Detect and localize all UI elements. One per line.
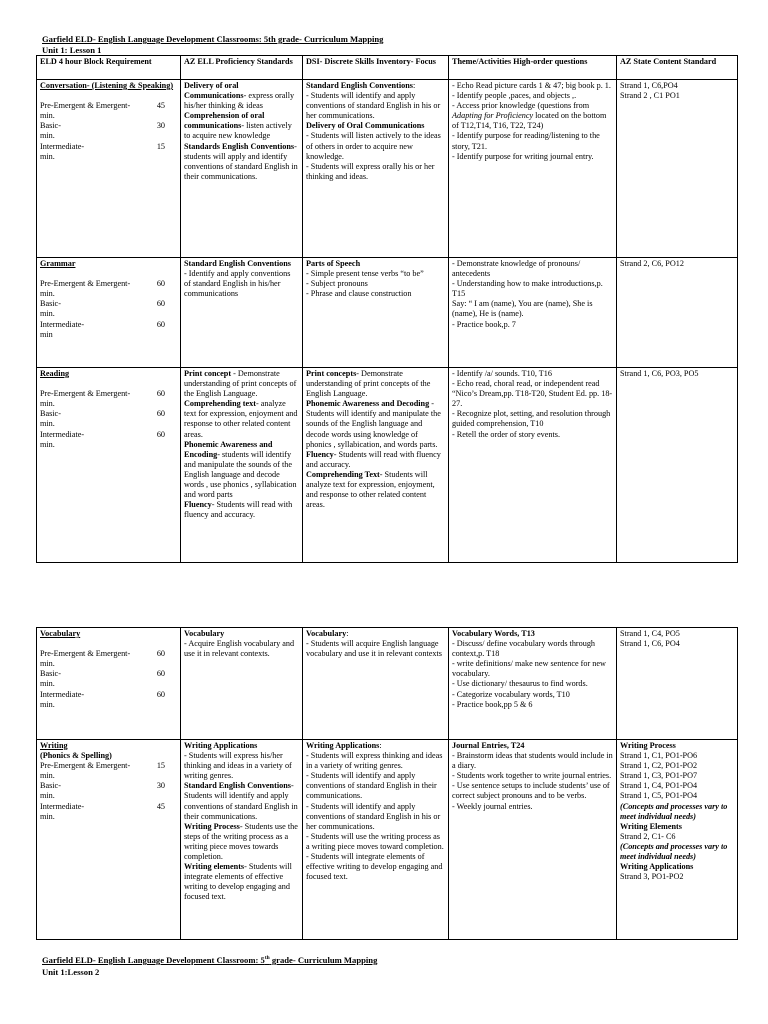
minutes-value: 60 bbox=[156, 319, 165, 329]
dsi-focus-cell-bold: Vocabulary bbox=[306, 629, 347, 638]
theme-activities-cell-item: - Identify people ,paces, and objects ,. bbox=[452, 91, 577, 101]
dsi-focus-cell-bold: Parts of Speech bbox=[306, 259, 361, 268]
dsi-focus-cell-item bbox=[306, 741, 445, 751]
col-header: Theme/Activities High-order questions bbox=[449, 56, 617, 80]
az-ell-standards-cell-text: - analyze text for expression, enjoyment and response to other related content areas. bbox=[184, 399, 298, 439]
minutes-value: 60 bbox=[156, 649, 165, 659]
theme-activities-cell-title: Vocabulary Words, T13 bbox=[452, 629, 535, 638]
az-ell-standards-cell-bold: Comprehending text bbox=[184, 399, 256, 409]
dsi-focus-cell-text: - Students will identify and apply conventions of standard English in his or her communications. bbox=[306, 801, 441, 831]
writing-elements-title: Writing Elements bbox=[620, 821, 682, 831]
minutes-unit: min. bbox=[40, 309, 55, 319]
dsi-focus-cell-bold: Writing Applications bbox=[306, 741, 380, 750]
theme-activities-cell-item: - Categorize vocabulary words, T10 bbox=[452, 689, 570, 699]
writing-applications-title: Writing Applications bbox=[620, 862, 694, 872]
theme-activities-cell-item: - write definitions/ make new sentence for new vocabulary. bbox=[452, 659, 606, 679]
time-allocation-row bbox=[40, 669, 177, 679]
theme-activities-cell bbox=[449, 740, 617, 940]
minutes-unit: min. bbox=[40, 419, 55, 429]
az-ell-standards-cell-bold: Writing Applications bbox=[184, 741, 258, 750]
level-label: Basic- bbox=[40, 409, 61, 419]
curriculum-table-lesson1 bbox=[36, 55, 738, 563]
minutes-value: 60 bbox=[156, 409, 165, 419]
standards-note: (Concepts and processes vary to meet individual needs) bbox=[620, 841, 728, 862]
dsi-focus-cell-text: - Students will identify and manipulate the sounds of the English language and decode words using knowledge of phonics , syllabication, and words parts. bbox=[306, 399, 441, 449]
az-state-standard-cell-item: Strand 2 , C1 PO1 bbox=[620, 91, 680, 101]
level-label: Pre-Emergent & Emergent- bbox=[40, 761, 131, 771]
az-ell-standards-cell-text: - listen actively to acquire new knowledge bbox=[184, 121, 292, 141]
az-ell-standards-cell-text: - Demonstrate understanding of print concepts of the English Language. bbox=[184, 369, 297, 399]
dsi-focus-cell-item bbox=[306, 269, 445, 279]
table-row bbox=[37, 80, 738, 258]
theme-activities-cell-item: - Practice book,pp 5 & 6 bbox=[452, 699, 533, 709]
level-label: Basic- bbox=[40, 781, 61, 791]
az-ell-standards-cell-text: - students will apply and identify conventions of standard English in their communications. bbox=[184, 141, 298, 181]
theme-activities-cell-item: - Identify /a/ sounds. T10, T16 bbox=[452, 369, 552, 378]
dsi-focus-cell-text: - Students will analyze text for expression, enjoyment, and response to other related content areas. bbox=[306, 469, 435, 510]
minutes-unit: min. bbox=[40, 791, 55, 801]
time-allocation-row bbox=[40, 121, 177, 131]
dsi-focus-cell-text: - Students will acquire English language vocabulary and use it in relevant contexts bbox=[306, 639, 442, 659]
level-label: Pre-Emergent & Emergent- bbox=[40, 389, 131, 399]
strand-item: Strand 3, PO1-PO2 bbox=[620, 872, 684, 882]
dsi-focus-cell-bold: Phonemic Awareness and Decoding bbox=[306, 399, 430, 409]
az-ell-standards-cell-item bbox=[184, 781, 299, 821]
minutes-unit: min. bbox=[40, 771, 55, 781]
block-name: Grammar bbox=[40, 259, 76, 268]
dsi-focus-cell-item bbox=[306, 771, 445, 801]
time-allocation-row bbox=[40, 409, 177, 419]
level-label: Intermediate- bbox=[40, 319, 85, 329]
time-allocation-row bbox=[40, 320, 177, 330]
block-requirement-cell bbox=[37, 628, 181, 740]
minutes-value: 30 bbox=[156, 121, 165, 131]
block-name: Writing bbox=[40, 741, 68, 750]
az-ell-standards-cell-item bbox=[184, 751, 299, 781]
minutes-value: 30 bbox=[156, 781, 165, 791]
document-title bbox=[42, 34, 383, 44]
level-label: Intermediate- bbox=[40, 801, 85, 811]
dsi-focus-cell-text: : bbox=[346, 629, 349, 638]
table-row bbox=[37, 368, 738, 563]
document-title-lesson2: Garfield ELD- English Language Development Classroom: 5th grade- Curriculum Mapping bbox=[42, 955, 378, 965]
az-ell-standards-cell-text: - Students will express his/her thinking and ideas in a variety of writing genres. bbox=[184, 751, 292, 781]
dsi-focus-cell-text: - Students will identify and apply conventions of standard English in their communications. bbox=[306, 771, 437, 801]
dsi-focus-cell-text: - Simple present tense verbs “to be” bbox=[306, 269, 424, 279]
dsi-focus-cell-item bbox=[306, 289, 445, 299]
theme-activities-cell-title: Journal Entries, T24 bbox=[452, 741, 525, 750]
time-allocation-row bbox=[40, 761, 177, 771]
theme-activities-cell-item: - Echo Read picture cards 1 & 47; big book p. 1. bbox=[452, 81, 611, 90]
theme-activities-cell-item: - Use dictionary/ thesaurus to find words. bbox=[452, 679, 588, 689]
dsi-focus-cell bbox=[303, 368, 449, 563]
dsi-focus-cell-item bbox=[306, 450, 445, 470]
theme-activities-cell-item: - Recognize plot, setting, and resolution through guided comprehension, T10 bbox=[452, 409, 611, 429]
minutes-unit: min. bbox=[40, 399, 55, 409]
az-ell-standards-cell-item bbox=[184, 822, 299, 862]
az-ell-standards-cell-item bbox=[184, 862, 299, 902]
col-header: DSI- Discrete Skills Inventory- Focus bbox=[303, 56, 449, 80]
az-ell-standards-cell-item bbox=[184, 142, 299, 182]
minutes-value: 45 bbox=[156, 101, 165, 111]
dsi-focus-cell-bold: Delivery of Oral Communications bbox=[306, 121, 425, 131]
dsi-focus-cell-text: - Students will express orally his or her thinking and ideas. bbox=[306, 161, 435, 181]
theme-activities-cell-item: - Retell the order of story events. bbox=[452, 429, 560, 439]
time-allocation-row bbox=[40, 430, 177, 440]
time-allocation-row bbox=[40, 279, 177, 289]
az-ell-standards-cell-text: - Students use the steps of the writing process as a writing piece moves towards completion. bbox=[184, 821, 298, 862]
az-ell-standards-cell-item bbox=[184, 369, 299, 399]
minutes-value: 60 bbox=[156, 389, 165, 399]
az-ell-standards-cell-item bbox=[184, 81, 299, 111]
level-label: Pre-Emergent & Emergent- bbox=[40, 279, 131, 289]
az-ell-standards-cell-text: - students will identify and manipulate the sounds of the English language and decode words , use phonics , syllabication and word parts bbox=[184, 449, 297, 500]
block-requirement-cell bbox=[37, 740, 181, 940]
theme-activities-cell bbox=[449, 628, 617, 740]
dsi-focus-cell-item bbox=[306, 802, 445, 832]
az-ell-standards-cell-text: - Students will read with fluency and accuracy. bbox=[184, 500, 293, 520]
az-ell-standards-cell-bold: Vocabulary bbox=[184, 629, 225, 638]
dsi-focus-cell-item bbox=[306, 259, 445, 269]
level-label: Basic- bbox=[40, 669, 61, 679]
italic-title: Adapting for Proficiency bbox=[452, 111, 534, 121]
az-ell-standards-cell-item bbox=[184, 440, 299, 501]
dsi-focus-cell-item bbox=[306, 369, 445, 399]
az-ell-standards-cell bbox=[181, 258, 303, 368]
time-allocation-row bbox=[40, 802, 177, 812]
theme-activities-cell-item: - Brainstorm ideas that students would include in a diary. bbox=[452, 751, 613, 771]
dsi-focus-cell bbox=[303, 80, 449, 258]
time-allocation-row bbox=[40, 781, 177, 791]
az-ell-standards-cell-bold: Standards English Conventions bbox=[184, 141, 295, 151]
theme-activities-cell-item: - Use sentence setups to include students’ use of correct subject pronouns and to be verbs. bbox=[452, 781, 610, 801]
minutes-unit: min. bbox=[40, 699, 55, 709]
time-allocation-row bbox=[40, 101, 177, 111]
minutes-unit: min. bbox=[40, 289, 55, 299]
dsi-focus-cell-text: - Students will integrate elements of effective writing to develop engaging and focused text. bbox=[306, 852, 443, 882]
dsi-focus-cell-item bbox=[306, 81, 445, 91]
minutes-value: 15 bbox=[156, 761, 165, 771]
minutes-value: 15 bbox=[156, 141, 165, 151]
minutes-unit: min. bbox=[40, 659, 55, 669]
az-state-standard-cell-item: Strand 2, C6, PO12 bbox=[620, 259, 684, 268]
block-requirement-cell bbox=[37, 258, 181, 368]
az-ell-standards-cell-item bbox=[184, 269, 299, 299]
dsi-focus-cell-text: - Subject pronouns bbox=[306, 279, 368, 289]
theme-activities-cell-item: - Understanding how to make introductions,p. T15 bbox=[452, 279, 603, 299]
strand-item: Strand 1, C4, PO1-PO4 bbox=[620, 781, 698, 791]
time-allocation-row bbox=[40, 389, 177, 399]
az-ell-standards-cell-bold: Standard English Conventions bbox=[184, 781, 291, 791]
dsi-focus-cell bbox=[303, 628, 449, 740]
minutes-value: 60 bbox=[156, 299, 165, 309]
dsi-focus-cell-text: - Students will express thinking and ideas in a variety of writing genres. bbox=[306, 751, 443, 771]
minutes-unit: min. bbox=[40, 151, 55, 161]
az-ell-standards-cell-bold: Writing Process bbox=[184, 821, 240, 831]
strand-item: Strand 2, C1- C6 bbox=[620, 831, 676, 841]
az-ell-standards-cell bbox=[181, 368, 303, 563]
minutes-value: 60 bbox=[156, 429, 165, 439]
az-state-standard-cell bbox=[617, 258, 738, 368]
block-requirement-cell bbox=[37, 368, 181, 563]
dsi-focus-cell-item bbox=[306, 399, 445, 449]
dsi-focus-cell-text: - Students will listen actively to the ideas of others in order to acquire new knowledge. bbox=[306, 131, 441, 161]
az-state-standard-cell-item: Strand 1, C6,PO4 bbox=[620, 81, 678, 90]
theme-activities-cell bbox=[449, 80, 617, 258]
level-label: Intermediate- bbox=[40, 429, 85, 439]
az-ell-standards-cell-bold: Comprehension of oral communications bbox=[184, 111, 265, 131]
minutes-unit: min. bbox=[40, 679, 55, 689]
az-ell-standards-cell-bold: Phonemic Awareness and Encoding bbox=[184, 439, 273, 459]
dsi-focus-cell-bold: Comprehending Text bbox=[306, 469, 380, 479]
dsi-focus-cell-text: - Phrase and clause construction bbox=[306, 289, 412, 299]
dsi-focus-cell-item bbox=[306, 279, 445, 289]
dsi-focus-cell bbox=[303, 258, 449, 368]
az-ell-standards-cell-bold: Writing elements bbox=[184, 862, 245, 872]
theme-activities-cell-item: - Discuss/ define vocabulary words through context,p. T18 bbox=[452, 639, 596, 659]
az-ell-standards-cell-bold: Print concept bbox=[184, 369, 232, 378]
col-header: AZ State Content Standard bbox=[617, 56, 738, 80]
az-ell-standards-cell bbox=[181, 80, 303, 258]
block-requirement-cell bbox=[37, 80, 181, 258]
table-row bbox=[37, 628, 738, 740]
level-label: Pre-Emergent & Emergent- bbox=[40, 101, 131, 111]
theme-activities-cell-item: - Students work together to write journal entries. bbox=[452, 771, 612, 781]
dsi-focus-cell-text: - Students will identify and apply conventions of standard English in his or her communications. bbox=[306, 91, 441, 121]
strand-item: Strand 1, C3, PO1-PO7 bbox=[620, 771, 698, 781]
col-header: AZ ELL Proficiency Standards bbox=[181, 56, 303, 80]
az-ell-standards-cell-bold: Delivery of oral Communications bbox=[184, 81, 244, 101]
theme-activities-cell-item: - Weekly journal entries. bbox=[452, 801, 533, 811]
writing-process-title: Writing Process bbox=[620, 741, 676, 750]
col-header: ELD 4 hour Block Requirement bbox=[37, 56, 181, 80]
theme-activities-cell bbox=[449, 368, 617, 563]
block-name: Reading bbox=[40, 369, 70, 378]
unit-lesson2-label: Unit 1:Lesson 2 bbox=[42, 967, 100, 977]
az-ell-standards-cell-item bbox=[184, 111, 299, 141]
az-ell-standards-cell-text: - express orally his/her thinking & ideas bbox=[184, 91, 295, 111]
dsi-focus-cell-item bbox=[306, 751, 445, 771]
az-ell-standards-cell-text: - Students will identify and apply conventions of standard English in their communications. bbox=[184, 781, 298, 821]
minutes-unit: min bbox=[40, 329, 53, 339]
dsi-focus-cell-bold: Fluency bbox=[306, 449, 334, 459]
az-state-standard-cell-item: Strand 1, C4, PO5 bbox=[620, 629, 680, 638]
table-row bbox=[37, 258, 738, 368]
theme-activities-cell-item: Say: “ I am (name), You are (name), She is (name), He is (name). bbox=[452, 299, 593, 319]
strand-item: Strand 1, C1, PO1-PO6 bbox=[620, 751, 698, 761]
az-ell-standards-cell-item bbox=[184, 639, 299, 659]
az-ell-standards-cell-text: - Identify and apply conventions of standard English in his/her communications bbox=[184, 269, 291, 299]
block-name: Vocabulary bbox=[40, 629, 81, 638]
time-allocation-row bbox=[40, 299, 177, 309]
az-ell-standards-cell-item bbox=[184, 741, 299, 751]
dsi-focus-cell-text: - Students will read with fluency and accuracy. bbox=[306, 449, 441, 469]
level-label: Basic- bbox=[40, 299, 61, 309]
dsi-focus-cell-bold: Standard English Conventions bbox=[306, 81, 413, 90]
time-allocation-row bbox=[40, 649, 177, 659]
strand-item: Strand 1, C5, PO1-PO4 bbox=[620, 791, 698, 801]
level-label: Basic- bbox=[40, 121, 61, 131]
theme-activities-cell-item: - Demonstrate knowledge of pronouns/ antecedents bbox=[452, 259, 581, 279]
az-ell-standards-cell-bold: Standard English Conventions bbox=[184, 259, 291, 268]
az-state-standard-cell-item: Strand 1, C6, PO4 bbox=[620, 639, 680, 649]
theme-activities-cell-item: - Identify purpose for writing journal entry. bbox=[452, 151, 594, 161]
az-state-standard-cell bbox=[617, 740, 738, 940]
theme-activities-cell-item: - Practice book,p. 7 bbox=[452, 319, 516, 329]
minutes-value: 45 bbox=[156, 801, 165, 811]
block-subname: (Phonics & Spelling) bbox=[40, 751, 112, 761]
az-ell-standards-cell-text: - Acquire English vocabulary and use it in relevant contexts. bbox=[184, 639, 295, 659]
az-ell-standards-cell bbox=[181, 740, 303, 940]
theme-activities-cell-item: - Identify purpose for reading/listening to the story, T21. bbox=[452, 131, 600, 151]
theme-activities-cell-item: - Echo read, choral read, or independent read “Nico’s Dream,pp. T18-T20, Student Ed. pp. 18-27. bbox=[452, 379, 613, 409]
az-ell-standards-cell-bold: Fluency bbox=[184, 500, 212, 510]
az-ell-standards-cell-item bbox=[184, 399, 299, 439]
dsi-focus-cell-text: - Students will use the writing process as a writing piece moves toward completion. bbox=[306, 831, 444, 851]
dsi-focus-cell-item bbox=[306, 639, 445, 659]
az-state-standard-cell bbox=[617, 628, 738, 740]
minutes-unit: min. bbox=[40, 131, 55, 141]
unit-lesson-label: Unit 1: Lesson 1 bbox=[42, 45, 102, 55]
table-header-row bbox=[37, 56, 738, 80]
level-label: Intermediate- bbox=[40, 689, 85, 699]
az-state-standard-cell bbox=[617, 368, 738, 563]
block-name: Conversation- (Listening & Speaking) bbox=[40, 81, 174, 90]
theme-activities-cell bbox=[449, 258, 617, 368]
minutes-unit: min. bbox=[40, 439, 55, 449]
minutes-value: 60 bbox=[156, 669, 165, 679]
dsi-focus-cell-item bbox=[306, 852, 445, 882]
dsi-focus-cell-item bbox=[306, 162, 445, 182]
minutes-value: 60 bbox=[156, 689, 165, 699]
table-row bbox=[37, 740, 738, 940]
minutes-unit: min. bbox=[40, 111, 55, 121]
az-ell-standards-cell-text: - Students will integrate elements of effective writing to develop engaging and focused text. bbox=[184, 862, 292, 902]
standards-note: (Concepts and processes vary to meet individual needs) bbox=[620, 801, 728, 821]
az-ell-standards-cell-item bbox=[184, 259, 299, 269]
dsi-focus-cell-item bbox=[306, 832, 445, 852]
doc-title-text: Garfield ELD- English Language Development Classrooms: 5th grade- Curriculum Mapping bbox=[42, 34, 384, 44]
dsi-focus-cell-item bbox=[306, 470, 445, 510]
az-ell-standards-cell-item bbox=[184, 629, 299, 639]
time-allocation-row bbox=[40, 142, 177, 152]
strand-item: Strand 1, C2, PO1-PO2 bbox=[620, 761, 698, 771]
theme-activities-cell-item: - Access prior knowledge (questions from Adapting for Proficiency located on the bottom of T12,T14, T16, T22, T24) bbox=[452, 101, 607, 131]
dsi-focus-cell-item bbox=[306, 121, 445, 131]
time-allocation-row bbox=[40, 690, 177, 700]
minutes-unit: min. bbox=[40, 811, 55, 821]
dsi-focus-cell-text: : bbox=[379, 741, 382, 750]
minutes-value: 60 bbox=[156, 279, 165, 289]
level-label: Intermediate- bbox=[40, 141, 85, 151]
dsi-focus-cell-text: - Demonstrate understanding of print concepts of the English Language. bbox=[306, 369, 431, 399]
az-ell-standards-cell bbox=[181, 628, 303, 740]
az-state-standard-cell-item: Strand 1, C6, PO3, PO5 bbox=[620, 369, 699, 378]
az-ell-standards-cell-item bbox=[184, 500, 299, 520]
dsi-focus-cell-item bbox=[306, 91, 445, 121]
dsi-focus-cell-item bbox=[306, 629, 445, 639]
dsi-focus-cell-bold: Print concepts bbox=[306, 369, 357, 378]
dsi-focus-cell-text: : bbox=[412, 81, 416, 90]
dsi-focus-cell bbox=[303, 740, 449, 940]
curriculum-table-lesson1-cont bbox=[36, 627, 738, 940]
az-state-standard-cell bbox=[617, 80, 738, 258]
level-label: Pre-Emergent & Emergent- bbox=[40, 649, 131, 659]
dsi-focus-cell-item bbox=[306, 131, 445, 161]
